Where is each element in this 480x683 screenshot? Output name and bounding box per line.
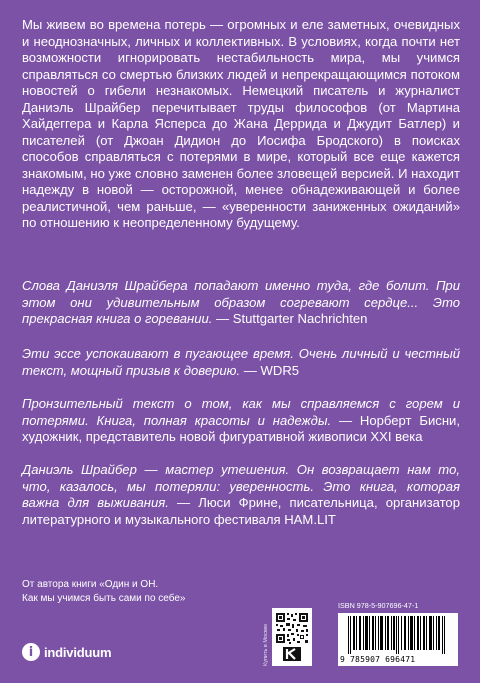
isbn-block xyxy=(338,598,458,666)
publisher-logo xyxy=(22,641,111,663)
publisher-logo-icon: i xyxy=(22,643,40,661)
review-quote-text: Эти эссе успокаивают в пугающее время. Очень личный и честный текст, мощный призыв к доверию. xyxy=(22,346,460,378)
review-quote-2 xyxy=(22,346,460,379)
book-description: Мы живем во времена потерь — огромных и еле заметных, очевидных и неоднозначных, личных и коллективных. В условиях, когда почти нет возможности игнорировать нестабильность мира, мы учимся справляться со смертью близких людей и непрекращающимся потоком новостей о гибели незнакомых. Немецкий писатель и журналист Даниэль Шрайбер перечитывает труды философов (от Мартина Хайдеггера и Карла Ясперса до Жана Деррида и Джудит Батлер) и писателей (от Джоан Дидион до Иосифа Бродского) в поисках способов справляться с потерями в мире, который все еще кажется знакомым, но уже словно заменен более зловещей версией. И находит надежду в новой — осторожной, менее обнадеживающей и более реалистичной, чем раньше, — «уверенности заниженных ожиданий» по отношению к неопределенному будущему. xyxy=(22,17,460,230)
review-quote-source: — WDR5 xyxy=(240,362,300,378)
review-quote-text: Даниэль Шрайбер — мастер утешения. Он возвращает нам то, что, казалось, мы потеряли: уверенность. Это книга, которая важна для выживания. xyxy=(22,462,460,510)
review-quote-text: Слова Даниэля Шрайбера попадают именно туда, где болит. При этом они удивительным образом согревают сердце... Это прекрасная книга о горевании. xyxy=(22,278,460,326)
author-note-line: Как мы учимся быть сами по себе» xyxy=(22,593,186,604)
review-quote-1 xyxy=(22,278,460,328)
publisher-name: individuum xyxy=(44,644,112,660)
qr-block xyxy=(262,604,314,668)
review-quote-text: Пронзительный текст о том, как мы справляемся с горем и потерями. Книга, полная красоты и надежды. xyxy=(22,396,460,428)
isbn-label: ISBN 978-5-907696-47-1 xyxy=(338,601,419,610)
qr-code-icon xyxy=(272,608,312,666)
barcode-icon xyxy=(338,613,458,655)
author-note-line: От автора книги «Один и ОН. xyxy=(22,579,159,590)
author-note xyxy=(22,578,262,606)
review-quote-source: — Stuttgarter Nachrichten xyxy=(212,311,368,326)
review-quote-3 xyxy=(22,396,460,446)
barcode xyxy=(338,613,458,666)
review-quote-4 xyxy=(22,462,460,528)
qr-caption: Купить в Москве xyxy=(263,623,269,666)
review-quote-source: — Норберт Бисни, художник, представитель новой фигуративной живописи XXI века xyxy=(22,412,461,444)
barcode-digits: 9 785907 696471 xyxy=(340,655,416,664)
review-quote-source: — Люси Фрине, писательница, организатор литературного и музыкального фестиваля HAM.LIT xyxy=(22,495,460,527)
